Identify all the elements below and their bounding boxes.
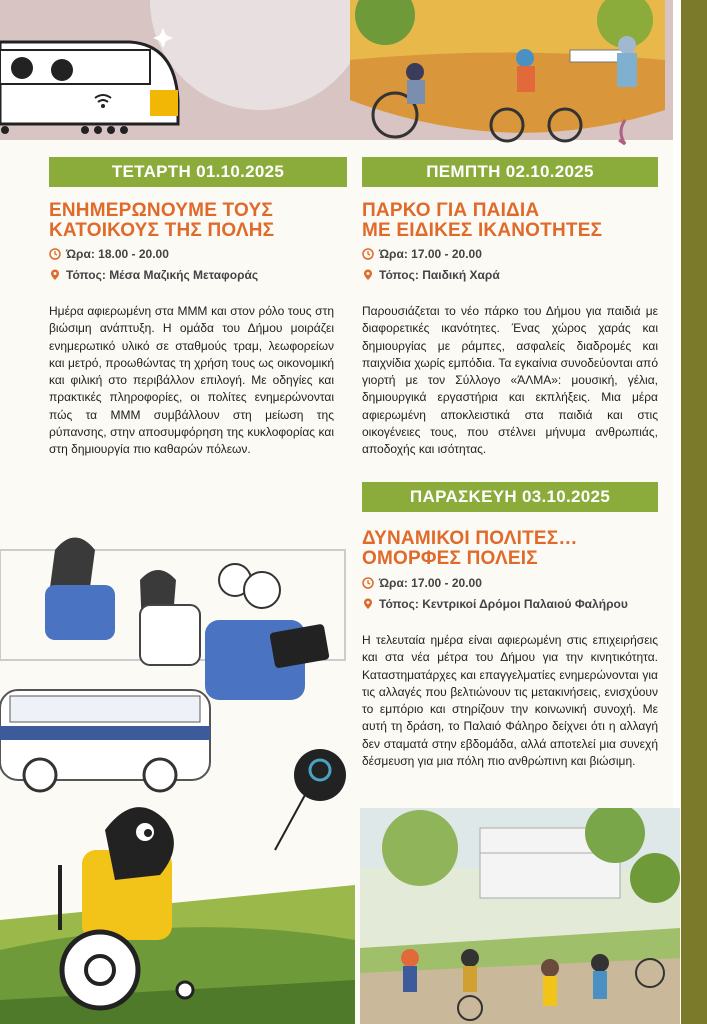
event2-title-line2: ΜΕ ΕΙΔΙΚΕΣ ΙΚΑΝΟΤΗΤΕΣ xyxy=(362,220,603,241)
event1-title-line2: ΚΑΤΟΙΚΟΥΣ ΤΗΣ ΠΟΛΗΣ xyxy=(49,220,275,241)
event1-time: Ώρα: 18.00 - 20.00 xyxy=(66,247,169,261)
event1-place: Τόπος: Μέσα Μαζικής Μεταφοράς xyxy=(66,268,259,282)
event2-description: Παρουσιάζεται το νέο πάρκο του Δήμου για παιδιά με διαφορετικές ικανότητες. Ένας χώρος χαράς και δημιουργίας με ράμπες, ασφαλείς διαδρομές και παιχνίδια χωρίς εμπόδια. Τα εγκαίνια συνοδεύονται από γιορτή με τον Σύλλογο «ΆΛΜΑ»: μουσική, γέλια, δημιουργικά εργαστήρια και εκπλήξεις. Μια μέρα αφιερωμένη αποκλειστικά στα παιδιά και στις οικογένειες τους, που στέλνει μήνυμα ανθρωπιάς, αποδοχής και ισότητας. xyxy=(362,304,658,457)
clock-icon xyxy=(362,577,374,589)
event2-day-header: ΠΕΜΠΤΗ 02.10.2025 xyxy=(362,157,658,187)
clock-icon xyxy=(362,248,374,260)
tram-illustration xyxy=(0,20,190,140)
location-pin-icon xyxy=(362,269,374,281)
right-edge-strip xyxy=(681,0,707,1024)
event2-time-row xyxy=(362,247,482,261)
event3-place: Τόπος: Κεντρικοί Δρόμοι Παλαιού Φαλήρου xyxy=(379,597,628,611)
event2-title xyxy=(362,201,662,241)
event1-title-line1: ΕΝΗΜΕΡΩΝΟΥΜΕ ΤΟΥΣ xyxy=(49,200,273,221)
event3-time-row xyxy=(362,576,482,590)
event2-place: Τόπος: Παιδική Χαρά xyxy=(379,268,500,282)
event3-title xyxy=(362,529,662,569)
event2-time: Ώρα: 17.00 - 20.00 xyxy=(379,247,482,261)
event3-title-line2: ΟΜΟΡΦΕΣ ΠΟΛΕΙΣ xyxy=(362,548,538,569)
event2-place-row xyxy=(362,268,500,282)
event3-day-header: ΠΑΡΑΣΚΕΥΗ 03.10.2025 xyxy=(362,482,658,512)
event1-description: Ημέρα αφιερωμένη στα ΜΜΜ και στον ρόλο τους στη βιώσιμη ανάπτυξη. Η ομάδα του Δήμου μοιράζει ενημερωτικό υλικό σε σταθμούς τραμ, λεωφορείων και μετρό, προωθώντας τη χρήση τους ως οικονομική και φιλική στο περιβάλλον επιλογή. Με οδηγίες και πρακτικές πληροφορίες, οι πολίτες ενημερώνονται πώς τα ΜΜΜ συμβάλλουν στη μείωση της ρύπανσης, στην αποσυμφόρηση της κυκλοφορίας και στη δημιουργία πιο καθαρών πόλεων. xyxy=(49,304,334,457)
event3-place-row xyxy=(362,597,628,611)
event3-description: Η τελευταία ημέρα είναι αφιερωμένη στις επιχειρήσεις και στα νέα μέτρα του Δήμου για την κινητικότητα. Καταστηματάρχες και επαγγελματίες ενημερώνονται για τις αλλαγές που βελτιώνουν τις μετακινήσεις, ενισχύουν το εμπόριο και στηρίζουν την κοινωνική συνοχή. Με αυτή τη δράση, το Παλαιό Φάληρο δείχνει ότι η αλλαγή δεν σταματά στην εβδομάδα, αλλά αποτελεί μια συνεχή δέσμευση για μια πόλη πιο ανθρώπινη και βιώσιμη. xyxy=(362,633,658,769)
city-people-illustration xyxy=(0,490,355,1024)
location-pin-icon xyxy=(362,598,374,610)
park-illustration xyxy=(345,0,675,150)
event1-day-header: ΤΕΤΑΡΤΗ 01.10.2025 xyxy=(49,157,347,187)
event3-title-line1: ΔΥΝΑΜΙΚΟΙ ΠΟΛΙΤΕΣ… xyxy=(362,528,578,549)
location-pin-icon xyxy=(49,269,61,281)
clock-icon xyxy=(49,248,61,260)
event3-time: Ώρα: 17.00 - 20.00 xyxy=(379,576,482,590)
street-scene-illustration xyxy=(360,808,680,1024)
event1-place-row xyxy=(49,268,258,282)
event1-title xyxy=(49,201,349,241)
event2-title-line1: ΠΑΡΚΟ ΓΙΑ ΠΑΙΔΙΑ xyxy=(362,200,540,221)
event1-time-row xyxy=(49,247,169,261)
